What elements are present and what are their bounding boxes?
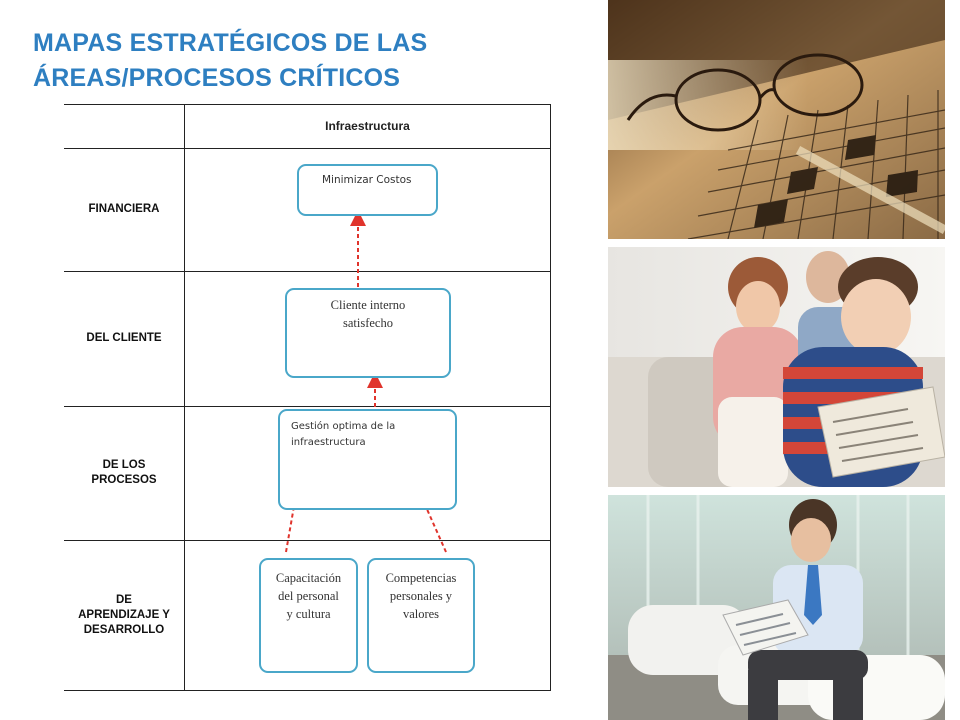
box-gestion-infraestructura [278, 409, 457, 510]
row-label-aprendizaje-line3: DESARROLLO [83, 623, 165, 636]
box-cliente-line1: Cliente interno [330, 298, 406, 312]
row-label-aprendizaje-line2: APRENDIZAJE Y [78, 608, 170, 621]
box-gestion-line1: Gestión optima de la [291, 421, 396, 432]
box-gestion-line2: infraestructura [291, 437, 366, 448]
row-label-aprendizaje [64, 540, 184, 690]
box-capacitacion-line2: del personal [278, 589, 339, 603]
box-cliente-interno [285, 288, 451, 378]
box-competencias-line2: personales y [389, 589, 453, 603]
slide-title [33, 26, 593, 96]
title-line-1: MAPAS ESTRATÉGICOS DE LAS [33, 29, 428, 57]
box-competencias-line1: Competencias [385, 571, 457, 585]
box-cliente-line2: satisfecho [343, 316, 393, 330]
box-capacitacion-line1: Capacitación [275, 571, 342, 585]
row-label-procesos-line2: PROCESOS [91, 474, 157, 486]
box-capacitacion [259, 558, 358, 673]
row-label-financiera [64, 148, 184, 271]
box-competencias [367, 558, 475, 673]
box-competencias-line3: valores [402, 607, 440, 621]
newspaper-glasses-photo [608, 0, 945, 239]
row-label-aprendizaje-line1: DE [116, 593, 132, 606]
row-label-cliente-text: DEL CLIENTE [86, 332, 162, 344]
strategy-map-diagram [64, 104, 551, 691]
businessman-reading-photo [608, 495, 945, 720]
row-label-procesos-line1: DE LOS [102, 459, 146, 471]
family-reading-photo [608, 247, 945, 487]
box-minimizar-costos-text: Minimizar Costos [322, 174, 412, 186]
box-minimizar-costos [297, 164, 438, 216]
row-label-financiera-text: FINANCIERA [88, 203, 160, 215]
row-label-cliente [64, 271, 184, 406]
row-label-procesos [64, 406, 184, 540]
title-line-2: ÁREAS/PROCESOS CRÍTICOS [33, 64, 401, 92]
column-header: Infraestructura [325, 119, 410, 133]
box-capacitacion-line3: y cultura [286, 607, 331, 621]
